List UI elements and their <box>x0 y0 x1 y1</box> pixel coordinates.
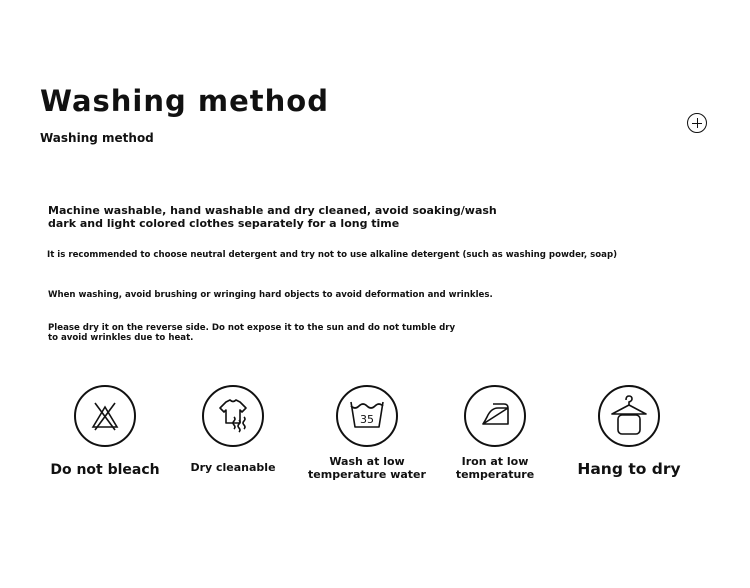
no-bleach-icon <box>74 385 136 447</box>
dry-clean-icon <box>202 385 264 447</box>
wash-low-temp-icon <box>336 385 398 447</box>
care-label: Dry cleanable <box>190 461 276 474</box>
care-item-iron-low <box>420 385 570 481</box>
hang-dry-icon <box>598 385 660 447</box>
instruction-text: Please dry it on the reverse side. Do not expose it to the sun and do not tumble dry to avoid wrinkles due to heat. <box>48 323 456 344</box>
instruction-text: It is recommended to choose neutral detergent and try not to use alkaline detergent (such as washing powder, soap) <box>47 250 618 260</box>
wash-temp-text: 35 <box>360 413 374 426</box>
care-label: Do not bleach <box>50 462 160 478</box>
add-button[interactable] <box>687 113 707 133</box>
instruction-text: When washing, avoid brushing or wringing hard objects to avoid deformation and wrinkles. <box>48 290 493 300</box>
care-item-dry-clean <box>158 385 308 475</box>
care-item-hang-dry <box>554 385 704 479</box>
instruction-text: Machine washable, hand washable and dry cleaned, avoid soaking/wash dark and light colored clothes separately for a long time <box>48 204 497 231</box>
care-label: Hang to dry <box>577 460 681 478</box>
page-subtitle: Washing method <box>40 131 154 145</box>
care-label <box>420 456 570 481</box>
iron-low-icon <box>464 385 526 447</box>
care-label-line: Iron at low <box>461 455 529 468</box>
page-title: Washing method <box>40 84 329 118</box>
care-label-line: Wash at low <box>329 455 405 468</box>
care-label-line: temperature water <box>308 467 426 481</box>
care-label-line: temperature <box>455 467 535 481</box>
